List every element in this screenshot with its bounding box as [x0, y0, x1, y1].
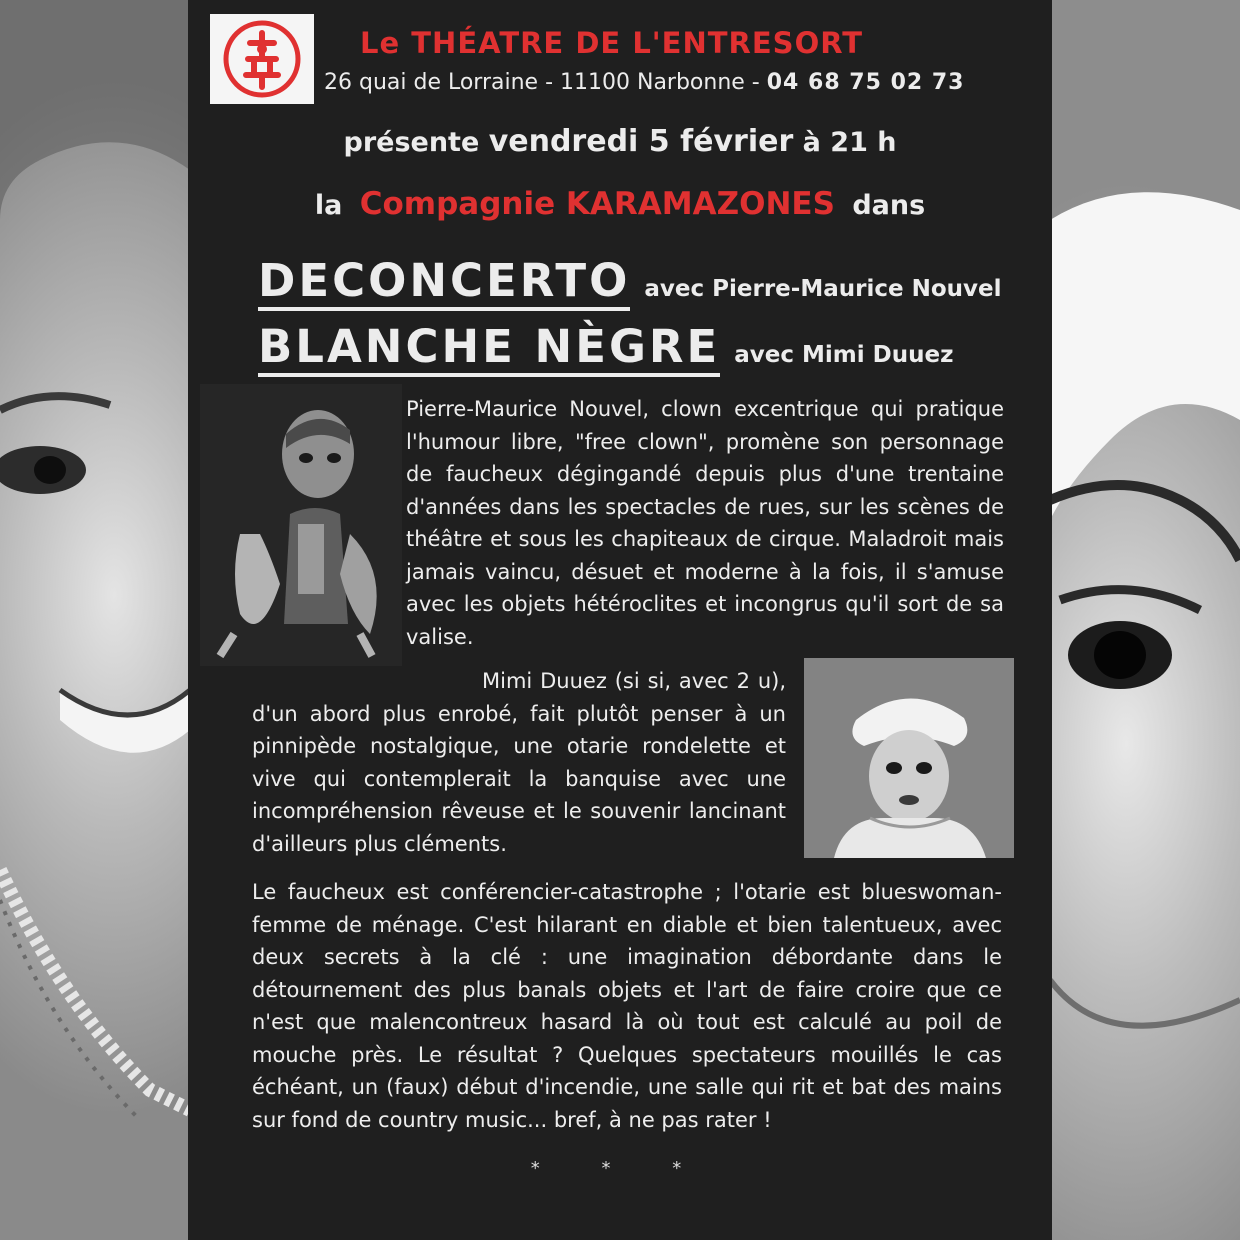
theatre-address: [324, 70, 964, 95]
show-blanche-negre: [258, 320, 954, 373]
paragraph-mimi-description: Mimi Duuez (si si, avec 2 u), d'un abord plus enrobé, fait plutôt penser à un pinnipède nostalgique, une otarie rondelette et vive qui contemplerait la banquise avec une incompréhension rêveuse et le souvenir lancinant d'ailleurs plus cléments.: [252, 669, 786, 856]
event-date: vendredi 5 février: [488, 124, 794, 159]
theatre-name: [360, 26, 920, 60]
show-deconcerto: [258, 254, 1001, 307]
clown-photo: [200, 384, 402, 666]
presents-line: [188, 124, 1052, 159]
mimi-duuez-photo-art: [804, 658, 1014, 858]
show-performer: avec Pierre-Maurice Nouvel: [644, 276, 1002, 302]
theatre-logo: [210, 14, 314, 104]
right-background-photo: [1050, 0, 1240, 1240]
phone-number: 04 68 75 02 73: [766, 70, 965, 95]
company-name: Compagnie KARAMAZONES: [359, 186, 835, 222]
theatre-logo-icon: [220, 19, 304, 99]
address-text: 26 quai de Lorraine - 11100 Narbonne -: [324, 70, 767, 95]
theatre-name-text: THÉATRE DE L'ENTRESORT: [411, 26, 864, 60]
mimi-duuez-photo: [804, 658, 1014, 858]
left-background-photo: [0, 0, 190, 1240]
company-line: [188, 186, 1052, 222]
event-time: à 21 h: [802, 127, 897, 158]
right-portrait-art: [1050, 0, 1240, 1240]
presents-word: présente: [343, 127, 480, 158]
event-flyer: [188, 0, 1052, 1240]
company-prefix: la: [314, 190, 343, 221]
left-portrait-art: [0, 0, 190, 1240]
paragraph-clown-description: Pierre-Maurice Nouvel, clown excentrique qui pratique l'humour libre, "free clown", promène son personnage de faucheux dégingandé depuis plus d'une trentaine d'années dans les spectacles de rues, sur les scènes de théâtre et sous les chapiteaux de cirque. Maladroit mais jamais vaincu, désuet et moderne à la fois, il s'amuse avec les objets hétéroclites et incongrus qu'il sort de sa valise.: [406, 397, 1004, 649]
show-title: BLANCHE NÈGRE: [258, 320, 720, 377]
clown-photo-art: [200, 384, 402, 666]
theatre-name-prefix: Le: [360, 26, 401, 60]
show-title: DECONCERTO: [258, 254, 630, 311]
paragraph-show-summary: Le faucheux est conférencier-catastrophe ; l'otarie est blueswoman-femme de ménage. C'est hilarant en diable et bien talentueux, avec deux secrets à la clé : une imagination débordante dans le détournement des plus banals objets et l'art de faire croire que ce n'est que malencontreux hasard là où tout est calculé au poil de mouche près. Le résultat ? Quelques spectateurs mouillés le cas échéant, un (faux) début d'incendie, une salle qui rit et bat des mains sur fond de country music... bref, à ne pas rater !: [252, 880, 1002, 1132]
closing-stars: * * *: [530, 1158, 710, 1179]
company-suffix: dans: [852, 190, 926, 221]
show-performer: avec Mimi Duuez: [734, 342, 954, 368]
